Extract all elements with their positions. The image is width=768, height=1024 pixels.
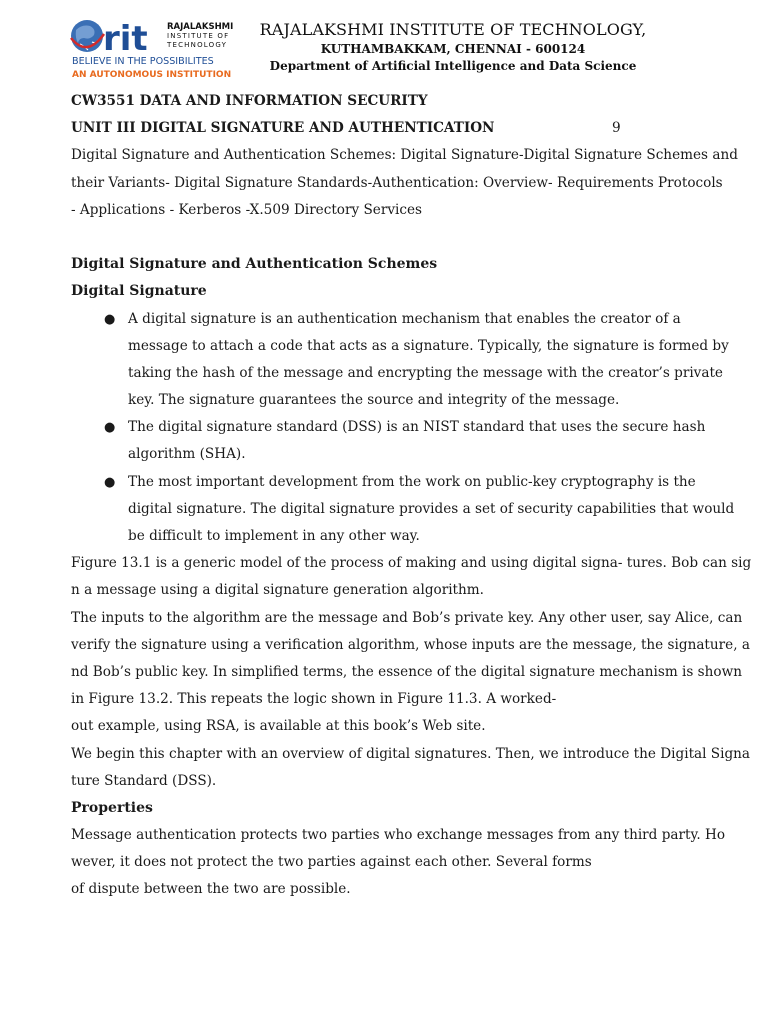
bullet-list [71, 306, 735, 551]
paragraph-line: Message authentication protects two parties who exchange messages from any third party. Ho [71, 827, 726, 844]
logo-brand-line-3: TECHNOLOGY [167, 41, 228, 49]
section-heading: Digital Signature and Authentication Schemes [71, 256, 438, 273]
list-item-line: The digital signature standard (DSS) is an NIST standard that uses the secure hash [128, 419, 706, 436]
list-item-line: algorithm (SHA). [128, 446, 246, 463]
paragraph-line: We begin this chapter with an overview of digital signatures. Then, we introduce the Digital Signa [71, 745, 751, 762]
subsection-heading: Digital Signature [71, 283, 207, 300]
paragraph-line: Figure 13.1 is a generic model of the process of making and using digital signa- tures. Bob can sig [71, 555, 752, 572]
spacer [71, 224, 685, 251]
syllabus-line: their Variants- Digital Signature Standards-Authentication: Overview- Requirements Protocols [71, 174, 723, 191]
list-item-line: message to attach a code that acts as a signature. Typically, the signature is formed by [128, 337, 729, 354]
institute-logo [70, 16, 245, 80]
letterhead [70, 14, 710, 80]
logo-tagline: BELIEVE IN THE POSSIBILITES [72, 56, 214, 67]
bullet-icon: ● [104, 474, 116, 490]
body-paragraph [71, 550, 752, 795]
department-name: Department of Artificial Intelligence and Data Science [269, 59, 637, 73]
list-item-line: taking the hash of the message and encrypting the message with the creator’s private [128, 364, 723, 381]
logo-subtagline: AN AUTONOMOUS INSTITUTION [72, 70, 232, 80]
list-item-line: The most important development from the work on public-key cryptography is the [128, 473, 696, 490]
bullet-icon: ● [104, 420, 116, 436]
paragraph-line: wever, it does not protect the two parties against each other. Several forms [71, 854, 592, 871]
logo-brand-line-2: INSTITUTE OF [167, 32, 230, 40]
document-body [71, 88, 752, 904]
syllabus-line: - Applications - Kerberos -X.509 Directory Services [71, 201, 423, 218]
list-item-line: A digital signature is an authentication mechanism that enables the creator of a [128, 310, 681, 327]
list-item [71, 306, 729, 415]
list-item-line: digital signature. The digital signature provides a set of security capabilities that would [128, 500, 735, 517]
paragraph-line: verify the signature using a verification algorithm, whose inputs are the message, the signature, a [71, 636, 750, 653]
institute-name: RAJALAKSHMI INSTITUTE OF TECHNOLOGY, [259, 20, 647, 39]
syllabus-line: Digital Signature and Authentication Schemes: Digital Signature-Digital Signature Schemes and [71, 147, 738, 164]
list-item [71, 414, 706, 468]
unit-hours: 9 [612, 120, 621, 137]
syllabus [71, 142, 738, 224]
paragraph-line: out example, using RSA, is available at this book’s Web site. [71, 718, 486, 735]
logo-brand-line-1: RAJALAKSHMI [167, 22, 234, 32]
unit-title: UNIT III DIGITAL SIGNATURE AND AUTHENTICATION [71, 120, 495, 137]
bullet-icon: ● [104, 311, 116, 327]
properties-heading: Properties [71, 799, 153, 816]
list-item-line: be difficult to implement in any other way. [128, 528, 420, 544]
institute-address: KUTHAMBAKKAM, CHENNAI - 600124 [320, 42, 586, 56]
institute-block [248, 14, 658, 73]
paragraph-line: of dispute between the two are possible. [71, 881, 351, 898]
course-title: CW3551 DATA AND INFORMATION SECURITY [71, 93, 428, 109]
paragraph-line: n a message using a digital signature generation algorithm. [71, 582, 484, 599]
logo-rit-text: rit [103, 19, 148, 59]
list-item-line: key. The signature guarantees the source and integrity of the message. [128, 392, 620, 409]
paragraph-line: nd Bob’s public key. In simplified terms, the essence of the digital signature mechanism is shown [71, 663, 742, 680]
paragraph-line: ture Standard (DSS). [71, 772, 217, 789]
list-item [71, 469, 735, 551]
properties-paragraph [71, 822, 726, 904]
unit-title-row [71, 115, 685, 142]
paragraph-line: The inputs to the algorithm are the message and Bob’s private key. Any other user, say Alice, can [71, 609, 743, 626]
paragraph-line: in Figure 13.2. This repeats the logic shown in Figure 11.3. A worked- [71, 691, 557, 708]
